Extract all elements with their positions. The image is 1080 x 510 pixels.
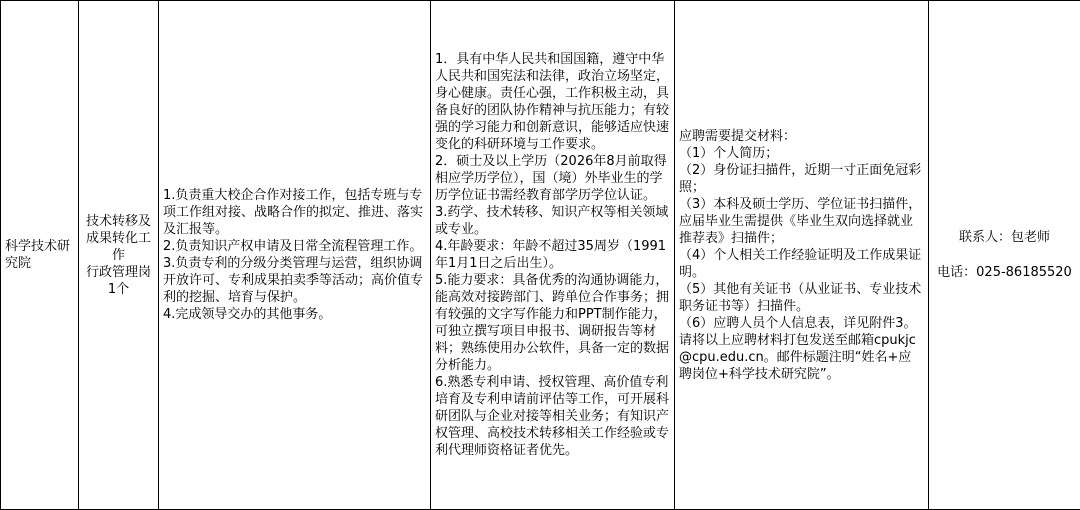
table-row (1, 1, 1080, 510)
materials-cell (675, 1, 929, 510)
material-item: （3）本科及硕士学历、学位证书扫描件，应届毕业生需提供《毕业生双向选择就业推荐表》扫描件； (679, 196, 922, 246)
requirement-item: 4.年龄要求：年龄不超过35周岁（1991年1月1日之后出生）。 (435, 239, 667, 271)
requirement-item: 2．硕士及以上学历（2026年8月前取得相应学历学位），国（境）外毕业生的学历学位证书需经教育部学历学位认证。 (435, 154, 667, 203)
requirement-item: 5.能力要求：具备优秀的沟通协调能力，能高效对接跨部门、跨单位合作事务；拥有较强的文字写作能力和PPT制作能力，可独立撰写项目申报书、调研报告等材料；熟练使用办公软件，具备一定的数据分析能力。 (435, 273, 670, 373)
materials-heading: 应聘需要提交材料： (679, 128, 797, 144)
requirements-cell (431, 1, 675, 510)
requirement-item: 3.药学、技术转移、知识产权等相关领域或专业。 (435, 205, 669, 237)
material-item: （1）个人简历； (679, 145, 779, 161)
duties-cell (159, 1, 431, 510)
duty-item: 1.负责重大校企合作对接工作，包括专班与专项工作组对接、战略合作的拟定、推进、落实及汇报等。 (163, 188, 424, 237)
material-item: （2）身份证扫描件，近期一寸正面免冠彩照； (679, 162, 922, 195)
unit-name: 科学技术研究院 (5, 239, 71, 271)
contact-person: 联系人：包老师 (958, 230, 1050, 245)
unit-cell (1, 1, 79, 510)
contact-phone: 电话：025-86185520 (937, 265, 1072, 280)
post-cell (79, 1, 159, 510)
requirement-item: 1．具有中华人民共和国国籍，遵守中华人民共和国宪法和法律，政治立场坚定，身心健康。责任心强，工作积极主动，具备良好的团队协作精神与抗压能力；有较强的学习能力和创新意识，能够适应快速变化的科研环境与工作要求。 (435, 52, 670, 152)
duty-item: 2.负责知识产权申请及日常全流程管理工作。 (163, 239, 423, 254)
duty-item: 3.负责专利的分级分类管理与运营，组织协调开放许可、专利成果拍卖季等活动；高价值专利的挖掘、培育与保护。 (163, 256, 424, 305)
post-type: 行政管理岗 (85, 264, 151, 280)
duty-item: 4.完成领导交办的其他事务。 (163, 307, 332, 322)
post-count: 1个 (107, 281, 130, 297)
requirement-item: 6.熟悉专利申请、授权管理、高价值专利培育及专利申请前评估等工作，可开展科研团队与企业对接等相关业务；有知识产权管理、高校技术转移相关工作经验或专利代理师资格证者优先。 (435, 375, 670, 458)
material-item: （5）其他有关证书（从业证书、专业技术职务证书等）扫描件。 (679, 281, 922, 314)
post-title: 技术转移及成果转化工作 (85, 213, 151, 263)
material-item: （4）个人相关工作经验证明及工作成果证明。 (679, 247, 922, 280)
submission-instruction: 请将以上应聘材料打包发送至邮箱cpukjc@cpu.edu.cn。邮件标题注明“姓名+应聘岗位+科学技术研究院”。 (679, 332, 916, 382)
material-item: （6）应聘人员个人信息表，详见附件3。 (679, 315, 917, 331)
contact-cell (929, 1, 1080, 510)
